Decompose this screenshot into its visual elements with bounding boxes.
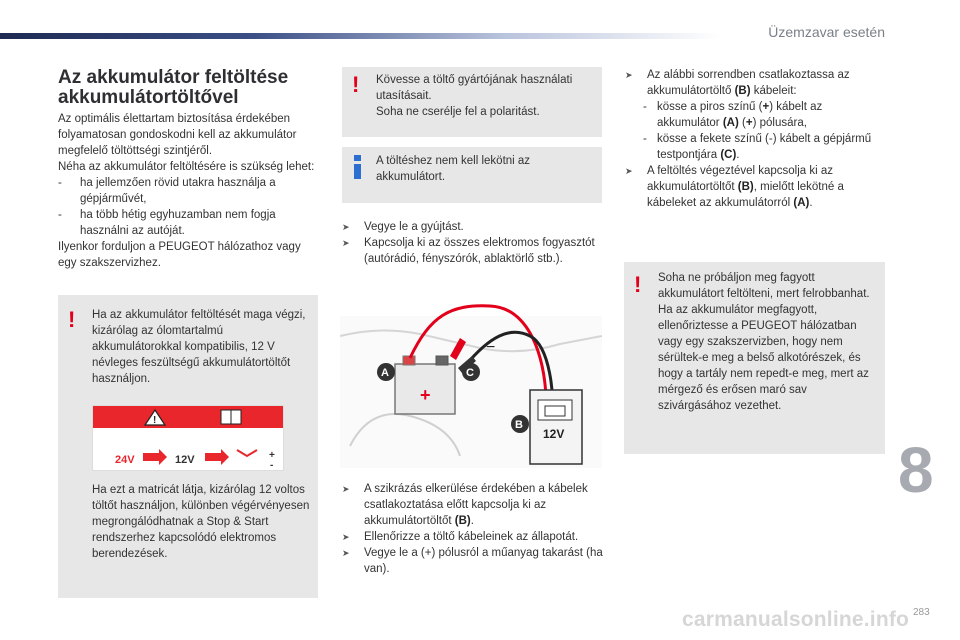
svg-text:C: C	[466, 367, 474, 379]
svg-text:+: +	[269, 450, 275, 461]
intro-item-1: - ha jellemzően rövid utakra használja a gépjárművét,	[58, 177, 276, 205]
warning-icon: !	[352, 72, 360, 97]
warning-icon: !	[634, 272, 642, 297]
svg-text:A: A	[381, 367, 389, 379]
section-title: Üzemzavar esetén	[768, 24, 885, 40]
sticker-24v-label: 24V	[115, 454, 135, 466]
warning-text-1: Ha az akkumulátor feltöltését maga végzi, kizárólag az ólomtartalmú akkumulátorokkal kompatibilis, 12 V névleges feszültségű akkumulátortöltőt használjon.	[92, 309, 306, 385]
step-item: ➤ Kapcsolja ki az összes elektromos fogyasztót (autórádió, fényszórók, ablaktörlő stb.).	[342, 237, 595, 265]
header-gradient-bar	[0, 33, 720, 39]
warning2-line1: Kövesse a töltő gyártójának használati utasításait.	[376, 74, 573, 102]
step-item: ➤ A szikrázás elkerülése érdekében a kábelek csatlakoztatása előtt kapcsolja ki az akkumulátortöltőt (B).	[342, 483, 588, 527]
info-box	[342, 147, 602, 203]
chapter-number: 8	[898, 434, 934, 506]
sub-step-item: - kösse a fekete színű (-) kábelt a gépjármű testpontjára (C).	[643, 133, 872, 161]
warning3-line1: Soha ne próbáljon meg fagyott akkumulátort feltölteni, mert felrobbanhat.	[658, 272, 870, 300]
svg-text:+: +	[420, 385, 431, 405]
battery-charger-drawing	[340, 296, 602, 468]
step-item: ➤ Vegye le a gyújtást.	[342, 221, 464, 233]
battery-clamp-icon	[237, 450, 257, 456]
step-item: ➤ A feltöltés végeztével kapcsolja ki az akkumulátortöltőt (B), mielőtt lekötné a kábeleket az akkumulátorról (A).	[625, 165, 844, 209]
intro-p2: Néha az akkumulátor feltöltésére is szükség lehet:	[58, 161, 315, 173]
page-number: 283	[913, 607, 930, 618]
info-icon	[353, 155, 362, 179]
watermark: carmanualsonline.info	[682, 608, 910, 631]
step-item: ➤ Vegye le a (+) pólusról a műanyag takarást (ha van).	[342, 547, 603, 575]
warning-icon: !	[68, 307, 76, 332]
svg-text:−: −	[486, 339, 496, 356]
steps-list-3	[625, 67, 887, 211]
info-text: A töltéshez nem kell lekötni az akkumulátort.	[376, 155, 531, 183]
intro-p3: Ilyenkor forduljon a PEUGEOT hálózathoz vagy egy szakszervizhez.	[58, 241, 301, 269]
charger-illustration	[340, 296, 602, 468]
page-title: Az akkumulátor feltöltése akkumulátortöltővel	[58, 67, 289, 108]
intro-p1: Az optimális élettartam biztosítása érdekében folyamatosan gondoskodni kell az akkumulátor megfelelő töltöttségi szintjéről.	[58, 113, 297, 157]
sticker-graphic	[93, 406, 285, 472]
arrow-icon	[143, 449, 167, 465]
steps-list-1	[342, 219, 604, 267]
steps-list-2	[342, 481, 604, 577]
warning2-line2: Soha ne cserélje fel a polaritást.	[376, 106, 540, 118]
warning3-line2: Ha az akkumulátor megfagyott, ellenőriztesse a PEUGEOT hálózatban vagy egy szakszervizben, hogy nem sérültek-e meg a belső alkotórészek, és hogy a tartály nem repedt-e meg, mert az mérgező és erősen maró sav szivárgásához vezethet.	[658, 304, 869, 412]
charger-12v-label: 12V	[543, 427, 565, 441]
voltage-sticker-pictogram	[92, 405, 284, 471]
intro-item-2: - ha több hétig egyhuzamban nem fogja használni az autóját.	[58, 209, 276, 237]
arrow-icon	[205, 449, 229, 465]
warning-text-2: Ha ezt a matricát látja, kizárólag 12 voltos töltőt használjon, különben végérvényesen megrongálódhatnak a Stop & Start rendszerhez kapcsolódó elektromos berendezések.	[92, 484, 310, 560]
step-item: ➤ Az alábbi sorrendben csatlakoztassa az akkumulátortöltő (B) kábeleit:	[625, 69, 850, 97]
warning-box-instructions	[342, 67, 602, 137]
step-item: ➤ Ellenőrizze a töltő kábeleinek az állapotát.	[342, 531, 579, 543]
sticker-12v-label: 12V	[175, 454, 195, 466]
svg-text:B: B	[515, 419, 523, 431]
warning-box-charger	[58, 295, 318, 598]
intro-text	[58, 111, 320, 271]
svg-text:!: !	[153, 415, 157, 426]
sub-step-item: - kösse a piros színű (+) kábelt az akkumulátor (A) (+) pólusára,	[643, 101, 823, 129]
warning-box-frozen	[624, 262, 885, 454]
svg-text:-: -	[270, 460, 274, 471]
